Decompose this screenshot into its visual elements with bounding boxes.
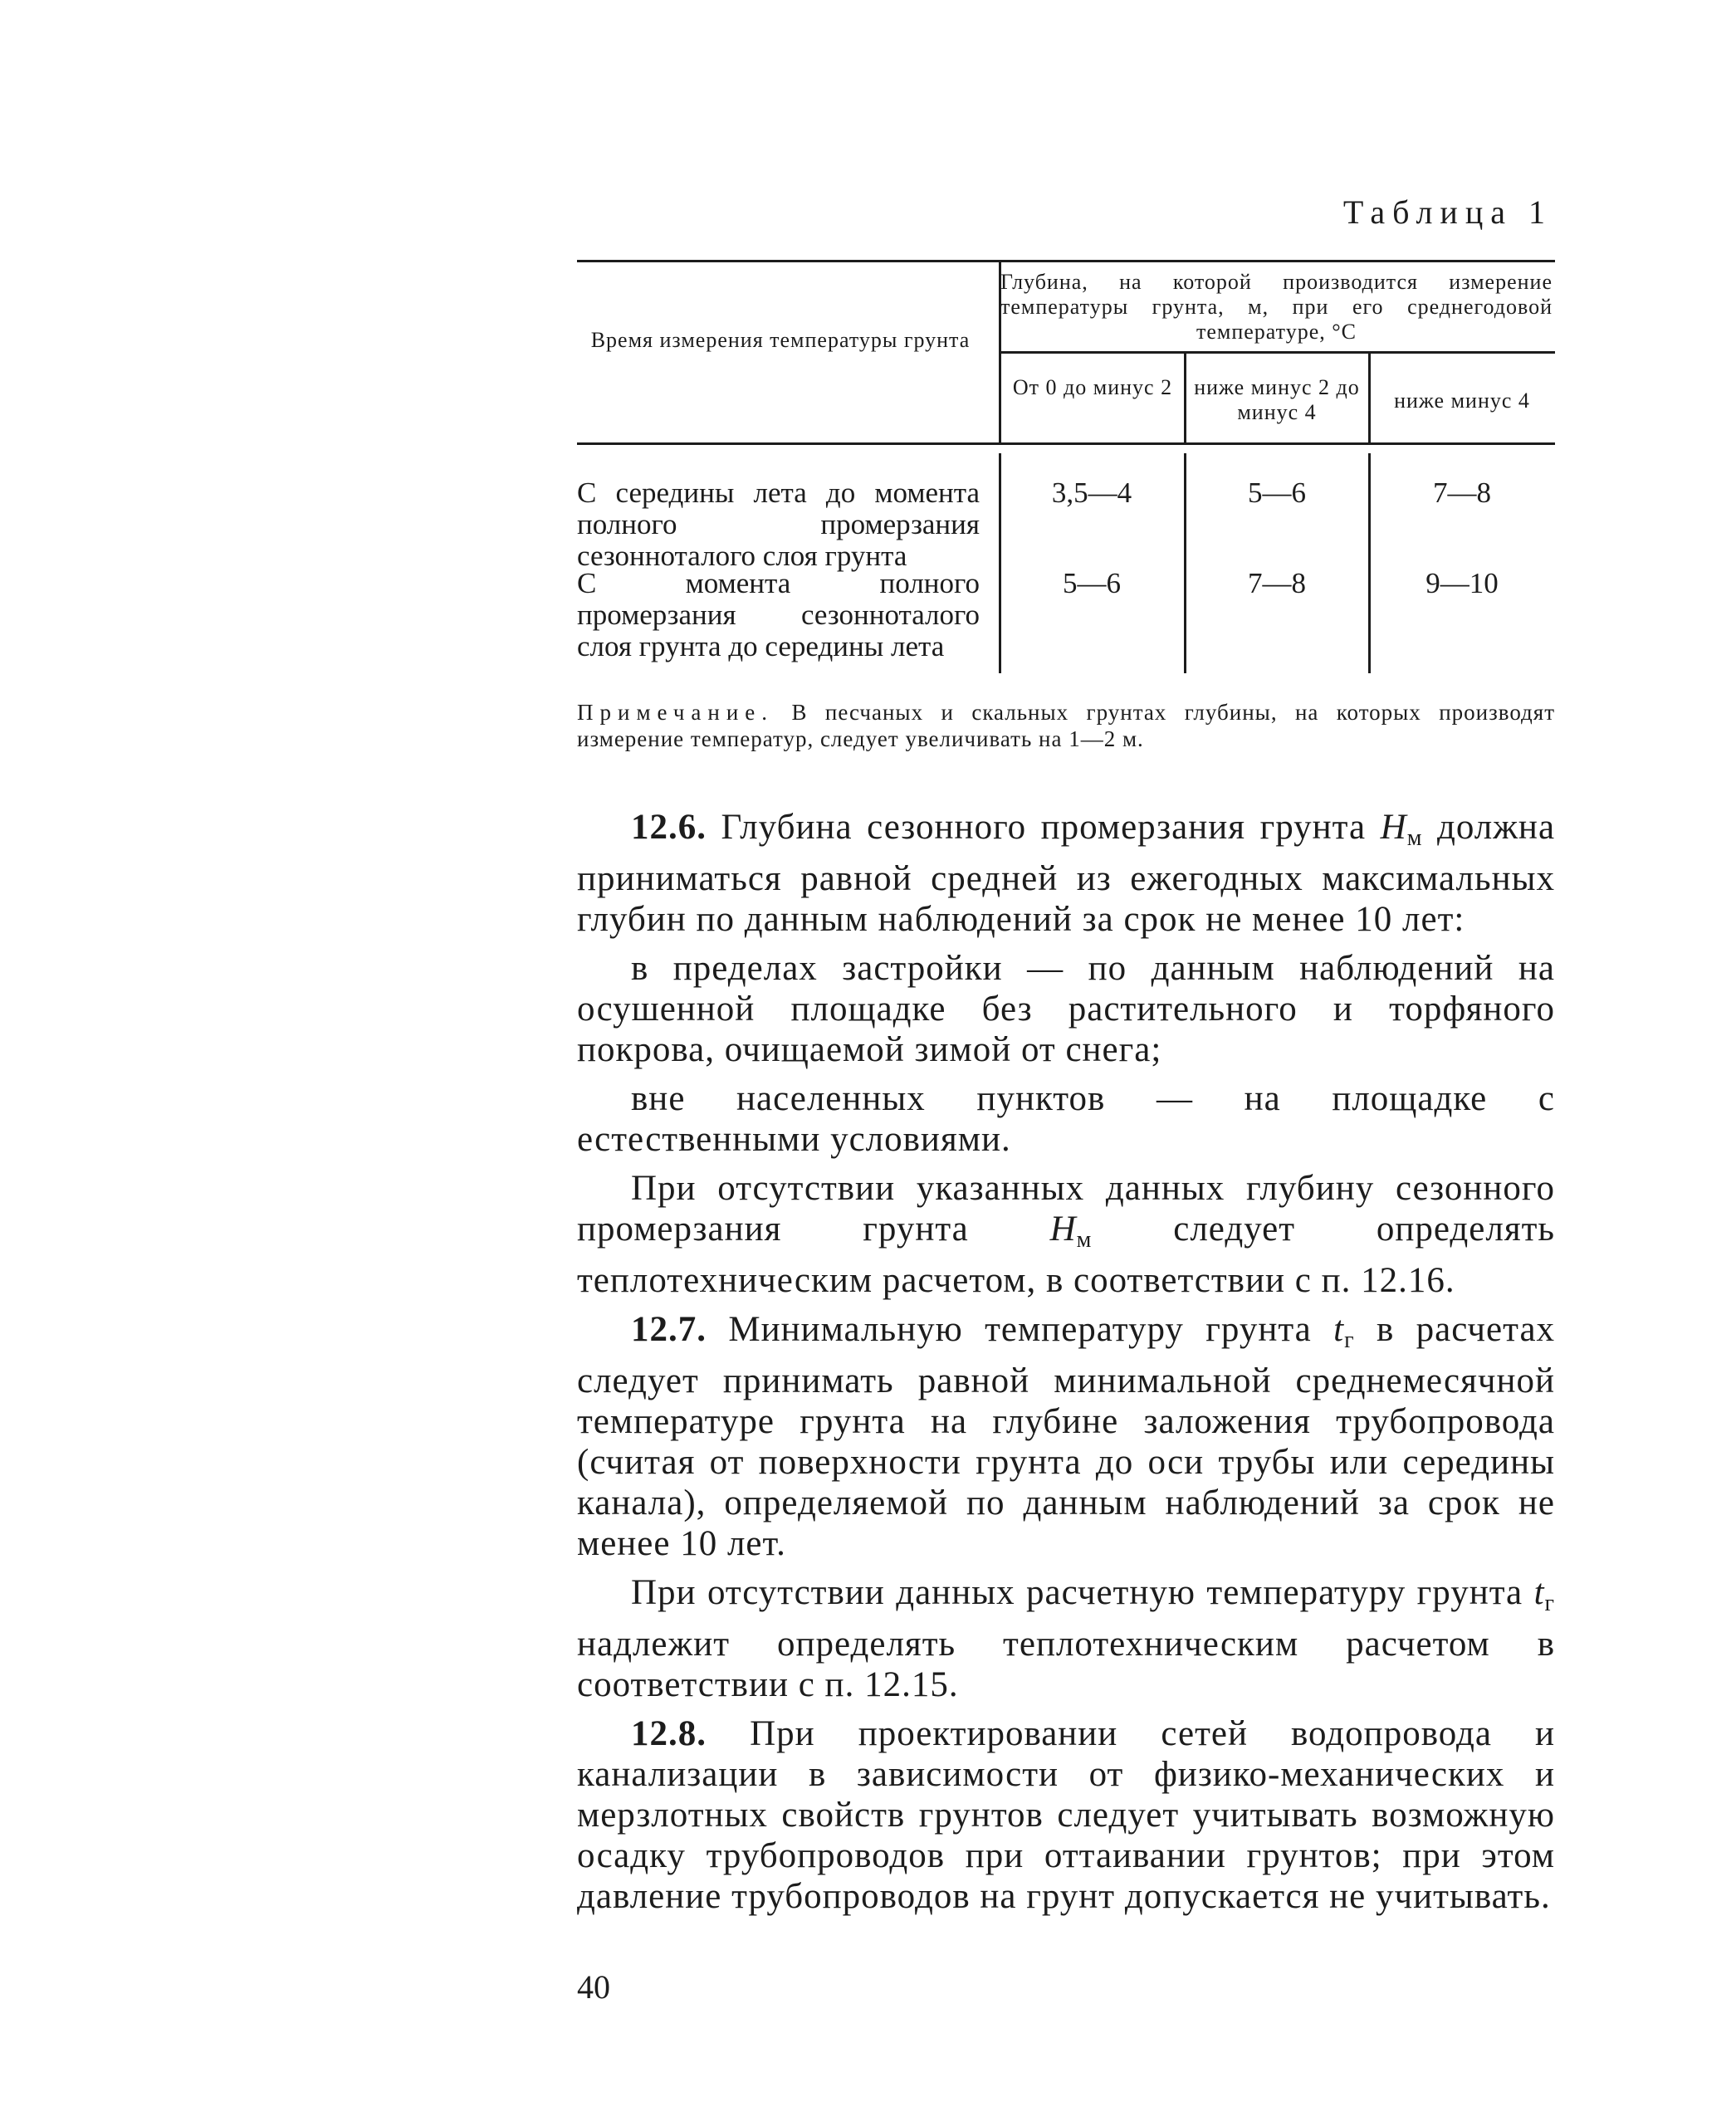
table-row-label: С середины лета до момента полного промерзания сезонноталого слоя грунта xyxy=(577,477,980,572)
page-number: 40 xyxy=(577,1968,610,2006)
paragraph-text: Глубина сезонного промерзания грунта xyxy=(721,808,1367,847)
table-cell: 5—6 xyxy=(1248,477,1306,509)
paragraph-text: следует определять теплотехническим расчетом, в соответствии с п. 12.16. xyxy=(577,1210,1556,1300)
table-top-rule xyxy=(577,260,1555,262)
paragraph-text: надлежит определять теплотехническим расчетом в соответствии с п. 12.15. xyxy=(577,1625,1555,1704)
table-cell: 9—10 xyxy=(1425,567,1499,599)
table-cell: 3,5—4 xyxy=(1051,477,1132,509)
table-note-text: В песчаных и скальных грунтах глубины, на которых производят измерение температур, следует увеличивать на 1—2 м. xyxy=(577,700,1555,751)
paragraph-text: При отсутствии данных расчетную температуру грунта xyxy=(631,1573,1523,1612)
table-note xyxy=(577,699,1555,752)
paragraph: в пределах застройки — по данным наблюдений на осушенной площадке без растительного и торфяного покрова, очищаемой зимой от снега; xyxy=(577,949,1555,1069)
table-header-col3: ниже минус 4 xyxy=(1394,389,1530,413)
table-header-col1: От 0 до минус 2 xyxy=(1012,375,1173,399)
paragraph xyxy=(577,1572,1555,1705)
paragraph-12-7 xyxy=(577,1309,1555,1564)
clause-number: 12.6. xyxy=(631,808,707,847)
subscript-m: м xyxy=(1406,825,1423,851)
paragraph-12-8 xyxy=(577,1713,1555,1917)
table-cell: 7—8 xyxy=(1248,567,1306,599)
subscript-m: м xyxy=(1076,1227,1093,1253)
paragraph-text: При отсутствии указанных данных глубину сезонного промерзания грунта xyxy=(577,1169,1555,1249)
subscript-g: г xyxy=(1544,1591,1556,1616)
paragraph-12-6 xyxy=(577,807,1555,940)
symbol-H: H xyxy=(1049,1210,1077,1249)
body-text xyxy=(577,807,1555,1925)
table-row-label: С момента полного промерзания сезонноталого слоя грунта до середины лета xyxy=(577,567,980,662)
table-header-bottom-rule xyxy=(577,442,1555,445)
subscript-g: г xyxy=(1344,1327,1355,1353)
table-header-col2: ниже минус 2 до минус 4 xyxy=(1194,375,1360,424)
paragraph-text: Минимальную температуру грунта xyxy=(728,1310,1312,1349)
paragraph-text: в расчетах следует принимать равной минимальной среднемесячной температуре грунта на глубине заложения трубопровода (считая от поверхности грунта до оси трубы или середины канала), определяемой по данным наблюдений за срок не менее 10 лет. xyxy=(577,1310,1556,1563)
table-caption: Таблица 1 xyxy=(1342,193,1553,231)
paragraph: вне населенных пунктов — на площадке с естественными условиями. xyxy=(577,1079,1555,1159)
symbol-H: H xyxy=(1380,808,1407,847)
paragraph xyxy=(577,1168,1555,1301)
table-subheader-rule xyxy=(1000,351,1555,354)
table-cell: 5—6 xyxy=(1063,567,1121,599)
table-header-depth: Глубина, на которой производится измерение температуры грунта, м, при его среднегодовой температуре, °С xyxy=(1000,270,1553,344)
clause-number: 12.8. xyxy=(631,1714,707,1753)
paragraph-text: При проектировании сетей водопровода и канализации в зависимости от физико-механических и мерзлотных свойств грунтов следует учитывать возможную осадку трубопроводов при оттаивании грунтов; при этом давление трубопроводов на грунт допускается не учитывать. xyxy=(577,1714,1556,1916)
symbol-t: t xyxy=(1533,1573,1545,1612)
clause-number: 12.7. xyxy=(631,1310,707,1349)
table-note-title: Примечание. xyxy=(577,700,775,725)
table-cell: 7—8 xyxy=(1433,477,1491,509)
paragraph-text: должна приниматься равной средней из ежегодных максимальных глубин по данным наблюдений за срок не менее 10 лет: xyxy=(577,808,1556,939)
table-header-time: Время измерения температуры грунта xyxy=(590,328,971,352)
symbol-t: t xyxy=(1333,1310,1345,1349)
